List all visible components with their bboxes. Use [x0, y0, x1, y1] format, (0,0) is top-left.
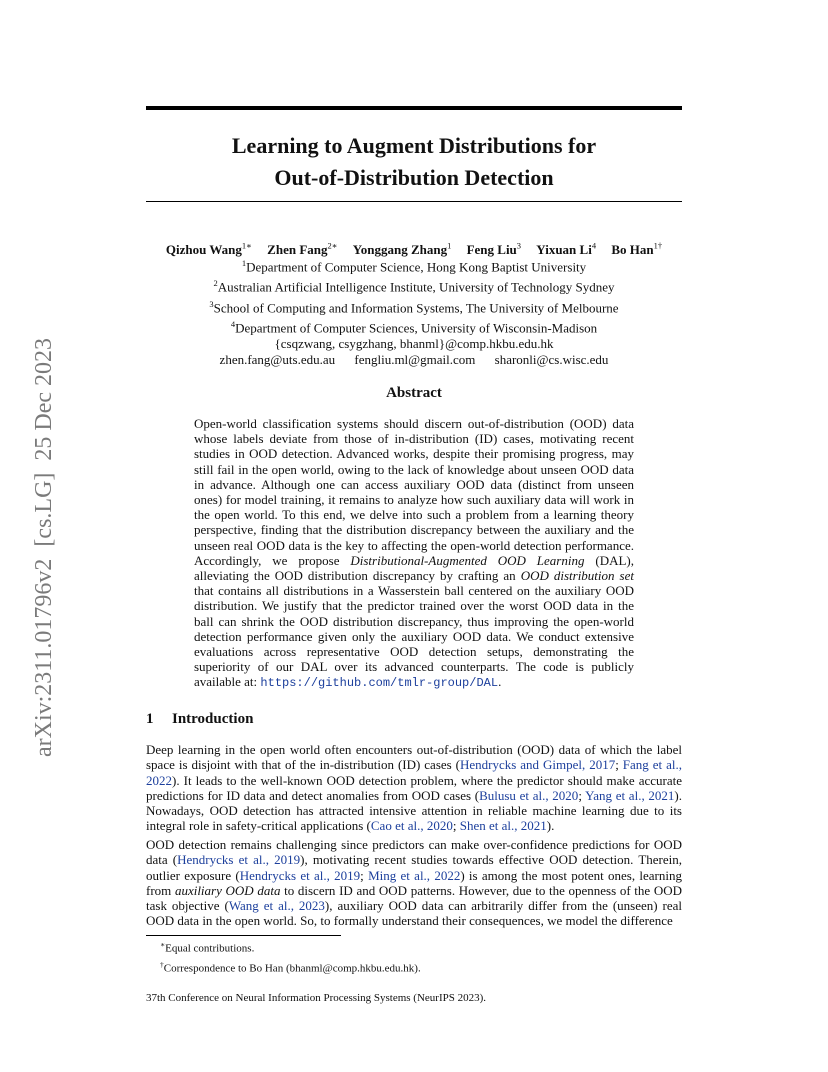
paragraph-emphasis: auxiliary OOD data [174, 882, 281, 898]
citation-link[interactable]: Cao et al., 2020 [370, 818, 453, 834]
footnote-text: Correspondence to Bo Han (bhanml@comp.hkbu.edu.hk). [163, 962, 421, 975]
venue-line: 37th Conference on Neural Information Processing Systems (NeurIPS 2023). [146, 992, 487, 1004]
title-line-1: Learning to Augment Distributions for [231, 133, 597, 158]
email: fengliu.ml@gmail.com [354, 352, 476, 368]
affiliation-text: School of Computing and Information Systems, The University of Melbourne [213, 299, 619, 315]
footnote-text: Equal contributions. [165, 942, 255, 955]
email: sharonli@cs.wisc.edu [494, 352, 609, 368]
citation-link[interactable]: Bulusu et al., 2020 [479, 787, 579, 803]
email-line [146, 352, 682, 368]
author-name: Zhen Fang [267, 242, 328, 258]
paragraph-text: ; [578, 787, 586, 803]
abstract-text: that contains all distributions in a Wasserstein ball centered on the auxiliary OOD distribution. We justify that the predictor trained over the worst OOD data in the ball can shrink the OOD distribution discrepancy, thus improving the open-world detection performance given only the auxiliary OOD data. We conduct extensive evaluations across representative OOD detection setups, demonstrating the superiority of our DAL over its advanced counterparts. The code is publicly available at: [194, 583, 634, 690]
abstract-emphasis: OOD distribution set [520, 568, 634, 584]
affiliation-text: Department of Computer Sciences, University of Wisconsin-Madison [235, 320, 598, 336]
affiliation-marker: 4 [230, 318, 236, 329]
author-name: Feng Liu [466, 242, 517, 258]
section-number: 1 [146, 711, 154, 727]
affiliation-text: Australian Artificial Intelligence Institute, University of Technology Sydney [217, 279, 615, 295]
paragraph-text: ). It leads to the well-known OOD detection problem, where the predictor should make accurate predictions for ID data and detect anomalies from OOD cases ( [146, 772, 682, 803]
code-link[interactable]: https://github.com/tmlr-group/DAL [260, 676, 499, 691]
author-marker: 4 [591, 241, 597, 251]
email: zhen.fang@uts.edu.au [219, 352, 336, 368]
citation-link[interactable]: Yang et al., 2021 [585, 787, 675, 803]
citation-link[interactable]: Hendrycks and Gimpel, 2017 [460, 757, 616, 773]
email-line: {csqzwang, csygzhang, bhanml}@comp.hkbu.edu.hk [274, 336, 554, 352]
title-bottom-rule [146, 201, 682, 202]
footnotes [160, 937, 421, 976]
author-marker: 3 [516, 241, 522, 251]
citation-link[interactable]: Shen et al., 2021 [459, 818, 547, 834]
author-name: Qizhou Wang [165, 242, 242, 258]
author-marker: 1∗ [241, 241, 252, 251]
title-top-rule [146, 106, 682, 110]
paragraph-text: ; [360, 867, 369, 883]
author-name: Bo Han [611, 242, 654, 258]
affiliation-marker: 2 [213, 278, 218, 289]
footnote-marker: ∗ [160, 940, 166, 949]
affiliation [146, 275, 682, 295]
footnote-marker: † [160, 959, 164, 969]
affiliation [146, 316, 682, 336]
abstract-heading: Abstract [386, 385, 442, 401]
section-heading [146, 709, 253, 729]
author-name: Yixuan Li [536, 242, 592, 258]
paragraph-text: Deep learning in the open world often encounters out-of-distribution (OOD) data of which the label space is disjoint with that of the in-distribution (ID) cases ( [146, 742, 682, 773]
arxiv-stamp-text: arXiv:2311.01796v2 [cs.LG] 25 Dec 2023 [31, 337, 57, 757]
arxiv-stamp-svg [5, 285, 65, 765]
paper-title [146, 130, 682, 194]
abstract-text: (DAL), alleviating the OOD distribution discrepancy by crafting an [194, 552, 634, 584]
paragraph-text: to discern ID and OOD patterns. However, due to the openness of the OOD task objective ( [146, 882, 682, 914]
paragraph-text: ). Nowadays, OOD detection has attracted intensive attention in reliable machine learning due to its integral role in safety-critical applications ( [146, 787, 682, 834]
paragraph-text: ). [546, 818, 555, 834]
abstract-text: . [498, 674, 502, 690]
arxiv-stamp [5, 285, 65, 765]
author-marker: 2∗ [327, 241, 338, 251]
affiliation [146, 296, 682, 316]
affiliation-marker: 3 [209, 298, 214, 309]
affiliation-text: Department of Computer Science, Hong Kong Baptist University [246, 259, 587, 275]
section-title: Introduction [172, 711, 254, 727]
paragraph-text: ), auxiliary OOD data can arbitrarily differ from the (unseen) real OOD data in the open world. So, to formally understand their consequences, we model the difference [146, 898, 683, 929]
citation-link[interactable]: Wang et al., 2023 [228, 898, 325, 914]
citation-link[interactable]: Hendrycks et al., 2019 [239, 867, 361, 883]
author-name: Yonggang Zhang [352, 242, 448, 258]
affiliation-block [146, 255, 682, 368]
title-line-2: Out-of-Distribution Detection [274, 165, 554, 190]
citation-link[interactable]: Fang et al., 2022 [146, 757, 682, 788]
affiliation-marker: 1 [241, 258, 247, 268]
abstract-text: Open-world classification systems should discern out-of-distribution (OOD) data whose labels deviate from those of in-distribution (ID) cases, motivating recent studies in OOD detection. Advanced works, despite their promising progress, may still fail in the open world, owing to the lack of knowledge about unseen OOD data in advance. Although one can access auxiliary OOD data (distinct from unseen ones) for model training, it remains to analyze how such auxiliary data will work in the open world. To this end, we delve into such a problem from a learning theory perspective, finding that the distribution discrepancy between the auxiliary and the unseen real OOD data is the key to affecting the open-world detection performance. Accordingly, we propose [194, 416, 634, 568]
citation-link[interactable]: Hendrycks et al., 2019 [177, 852, 301, 868]
intro-paragraph [146, 837, 682, 929]
author-marker: 1† [653, 241, 663, 251]
author-marker: 1 [447, 241, 452, 251]
footnote [160, 937, 421, 957]
paragraph-text: ) is among the most potent ones, learning from [146, 867, 682, 898]
abstract-emphasis: Distributional-Augmented OOD Learning [350, 552, 585, 568]
paragraph-text: ), motivating recent studies towards effective OOD detection. Therein, outlier exposure ( [146, 852, 683, 883]
footnote [160, 957, 421, 977]
affiliation [146, 255, 682, 275]
paragraph-text: ; [615, 757, 623, 773]
footnote-rule [146, 935, 341, 936]
abstract-body [194, 416, 634, 692]
paragraph-text: OOD detection remains challenging since predictors can make over-confidence predictions for OOD data ( [146, 837, 682, 868]
paragraph-text: ; [452, 818, 460, 834]
citation-link[interactable]: Ming et al., 2022 [368, 867, 461, 883]
intro-paragraph [146, 742, 682, 834]
